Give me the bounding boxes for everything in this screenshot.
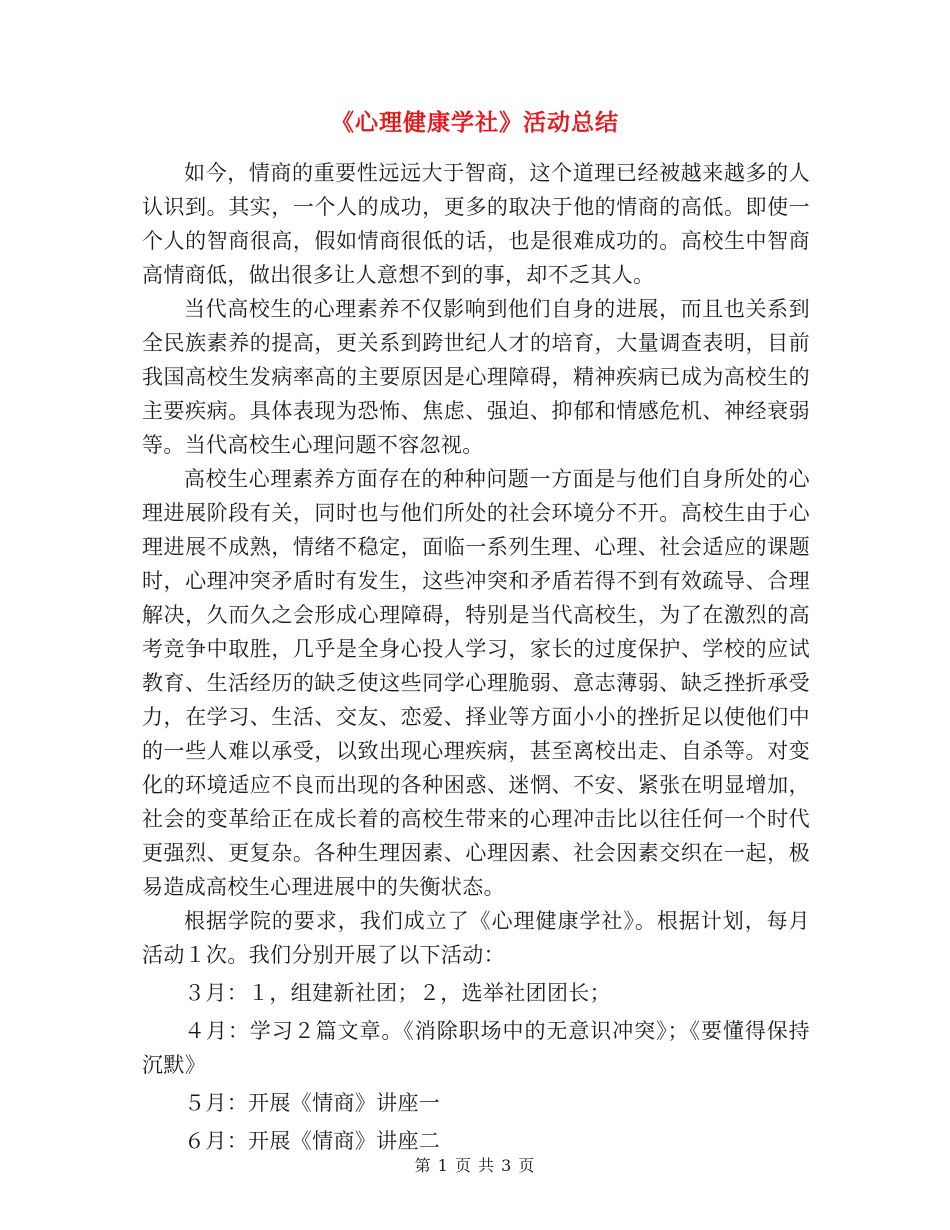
paragraph: 根据学院的要求，我们成立了《心理健康学社》。根据计划，每月活动１次。我们分别开展了以下活动： <box>142 909 810 967</box>
paragraph: 如今，情商的重要性远远大于智商，这个道理已经被越来越多的人认识到。其实，一个人的成功，更多的取决于他的情商的高低。即使一个人的智商很高，假如情商很低的话，也是很难成功的。高校生中智商高情商低，做出很多让人意想不到的事，却不乏其人。 <box>142 161 810 287</box>
activity-item: ４月：学习２篇文章。《消除职场中的无意识冲突》；《要懂得保持沉默》 <box>142 1019 810 1077</box>
activity-item: ３月：１，组建新社团；２，选举社团团长； <box>184 981 611 1005</box>
page-footer: 第 1 页 共 3 页 <box>414 1156 536 1175</box>
document-body <box>142 156 810 1162</box>
activity-item: ５月：开展《情商》讲座一 <box>184 1091 441 1115</box>
paragraph: 高校生心理素养方面存在的种种问题一方面是与他们自身所处的心理进展阶段有关，同时也与他们所处的社会环境分不开。高校生由于心理进展不成熟，情绪不稳定，面临一系列生理、心理、社会适应的课题时，心理冲突矛盾时有发生，这些冲突和矛盾若得不到有效疏导、合理解决，久而久之会形成心理障碍，特别是当代高校生，为了在激烈的高考竞争中取胜，几乎是全身心投人学习，家长的过度保护、学校的应试教育、生活经历的缺乏使这些同学心理脆弱、意志薄弱、缺乏挫折承受力，在学习、生活、交友、恋爱、择业等方面小小的挫折足以使他们中的一些人难以承受，以致出现心理疾病，甚至离校出走、自杀等。对变化的环境适应不良而出现的各种困惑、迷惘、不安、紧张在明显增加，社会的变革给正在成长着的高校生带来的心理冲击比以往任何一个时代更强烈、更复杂。各种生理因素、心理因素、社会因素交织在一起，极易造成高校生心理进展中的失衡状态。 <box>142 467 810 899</box>
activity-item: ６月：开展《情商》讲座二 <box>184 1129 441 1153</box>
paragraph: 当代高校生的心理素养不仅影响到他们自身的进展，而且也关系到全民族素养的提高，更关系到跨世纪人才的培育，大量调查表明，目前我国高校生发病率高的主要原因是心理障碍，精神疾病已成为高校生的主要疾病。具体表现为恐怖、焦虑、强迫、抑郁和情感危机、神经衰弱等。当代高校生心理问题不容忽视。 <box>142 297 810 457</box>
document-title: 《心理健康学社》活动总结 <box>331 110 619 136</box>
